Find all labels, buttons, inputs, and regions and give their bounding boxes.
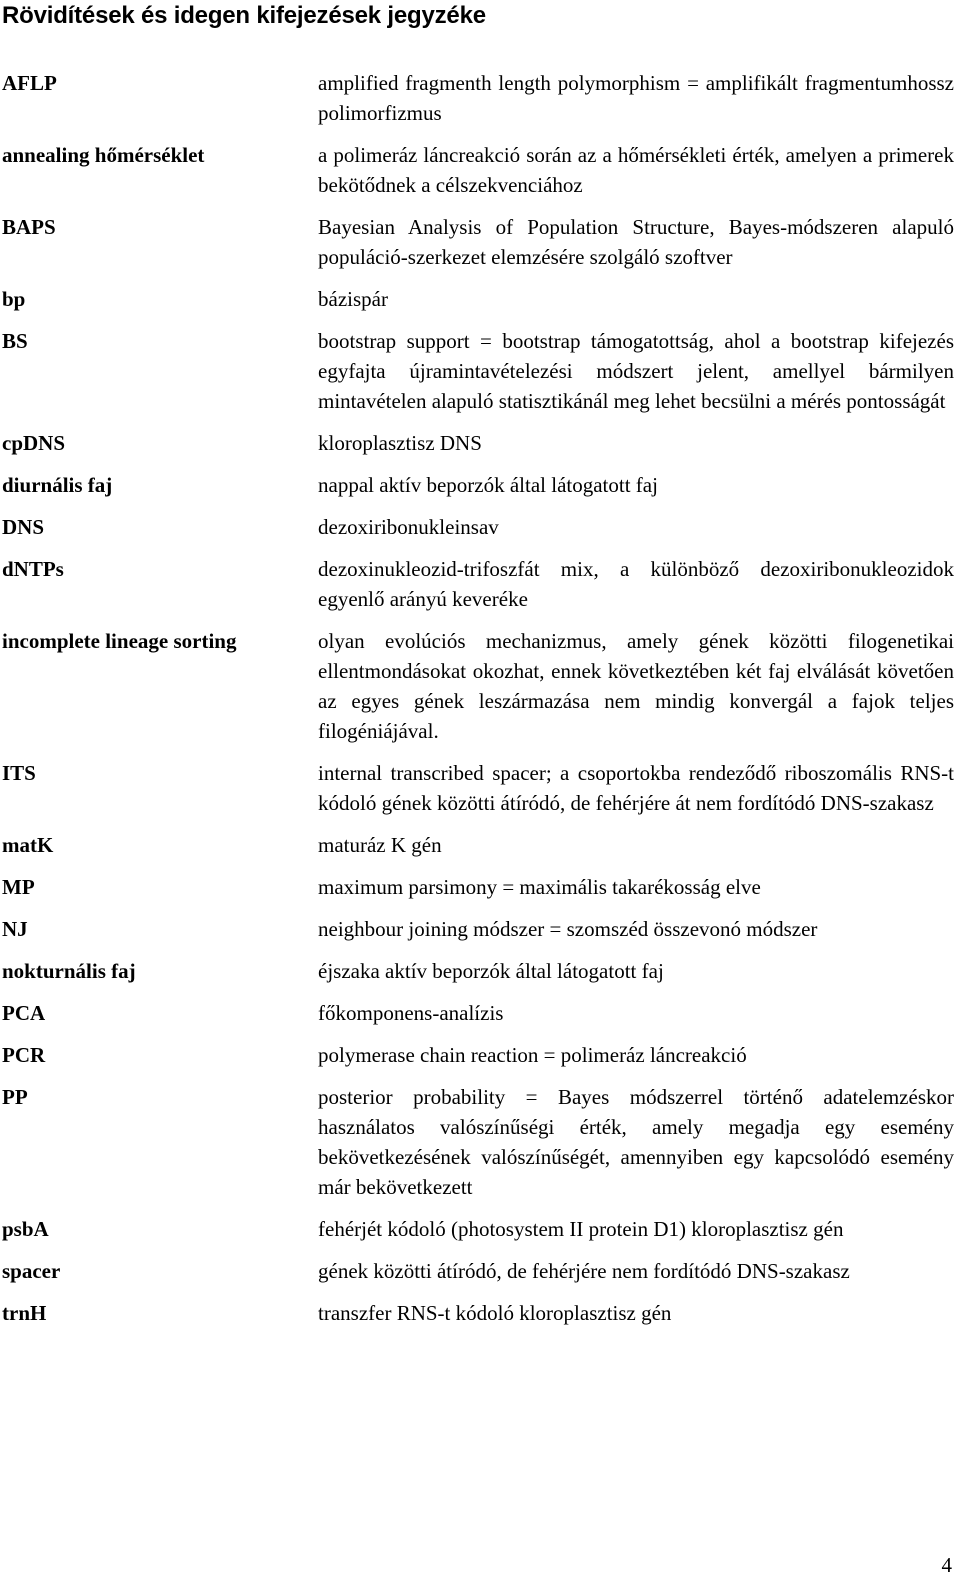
glossary-term: AFLP bbox=[2, 71, 57, 95]
glossary-term: MP bbox=[2, 875, 35, 899]
glossary-term: bp bbox=[2, 287, 26, 311]
glossary-term: ITS bbox=[2, 761, 36, 785]
glossary-term: PCR bbox=[2, 1043, 46, 1067]
glossary-entry bbox=[0, 1082, 960, 1202]
glossary-definition: gének közötti átíródó, de fehérjére nem fordítódó DNS-szakasz bbox=[318, 1259, 850, 1283]
glossary-entry bbox=[0, 326, 960, 416]
glossary-entry bbox=[0, 1214, 960, 1244]
glossary-entry bbox=[0, 554, 960, 614]
glossary-definition: dezoxinukleozid-trifoszfát mix, a különböző dezoxiribonukleozidok egyenlő arányú keveréke bbox=[318, 557, 954, 611]
glossary-definition: kloroplasztisz DNS bbox=[318, 431, 482, 455]
glossary-definition: maximum parsimony = maximális takarékosság elve bbox=[318, 875, 761, 899]
glossary-entry bbox=[0, 512, 960, 542]
glossary-term: psbA bbox=[2, 1217, 49, 1241]
glossary-term: diurnális faj bbox=[2, 473, 113, 497]
glossary-entry bbox=[0, 1298, 960, 1328]
glossary-entry bbox=[0, 956, 960, 986]
glossary-term: spacer bbox=[2, 1259, 61, 1283]
glossary-entry bbox=[0, 1040, 960, 1070]
page-number: 4 bbox=[941, 1553, 952, 1577]
glossary-entry bbox=[0, 758, 960, 818]
glossary-term: incomplete lineage sorting bbox=[2, 629, 237, 653]
glossary-definition: internal transcribed spacer; a csoportokba rendeződő riboszomális RNS-t kódoló gének közötti átíródó, de fehérjére át nem fordítódó DNS-szakasz bbox=[318, 761, 954, 815]
glossary-definition: posterior probability = Bayes módszerrel történő adatelemzéskor használatos valószínűségi érték, amely megadja egy esemény bekövetkezésének valószínűségét, amennyiben egy kapcsolódó esemény már bekövetkezett bbox=[318, 1085, 954, 1199]
glossary-term: annealing hőmérséklet bbox=[2, 143, 205, 167]
glossary-entry bbox=[0, 284, 960, 314]
glossary-definition: maturáz K gén bbox=[318, 833, 442, 857]
glossary-entry bbox=[0, 872, 960, 902]
glossary-entry bbox=[0, 914, 960, 944]
glossary-term: nokturnális faj bbox=[2, 959, 136, 983]
glossary-definition: dezoxiribonukleinsav bbox=[318, 515, 499, 539]
glossary-entry bbox=[0, 68, 960, 128]
glossary-term: NJ bbox=[2, 917, 28, 941]
glossary-definition: polymerase chain reaction = polimeráz láncreakció bbox=[318, 1043, 747, 1067]
glossary-definition: a polimeráz láncreakció során az a hőmérsékleti érték, amelyen a primerek bekötődnek a célszekvenciához bbox=[318, 143, 954, 197]
glossary-definition: amplified fragmenth length polymorphism = amplifikált fragmentumhossz polimorfizmus bbox=[318, 71, 954, 125]
page-title: Rövidítések és idegen kifejezések jegyzéke bbox=[2, 2, 486, 29]
glossary-term: PCA bbox=[2, 1001, 46, 1025]
glossary-definition: bootstrap support = bootstrap támogatottság, ahol a bootstrap kifejezés egyfajta újramintavételezési módszert jelent, amellyel bármilyen mintavételen alapuló statisztikánál meg lehet becsülni a mérés pontosságát bbox=[318, 329, 954, 413]
glossary-term: cpDNS bbox=[2, 431, 66, 455]
glossary-term: BS bbox=[2, 329, 28, 353]
glossary-entry bbox=[0, 212, 960, 272]
glossary-entry bbox=[0, 140, 960, 200]
glossary-term: PP bbox=[2, 1085, 28, 1109]
glossary-term: trnH bbox=[2, 1301, 47, 1325]
glossary-entry bbox=[0, 830, 960, 860]
glossary-definition: transzfer RNS-t kódoló kloroplasztisz gén bbox=[318, 1301, 672, 1325]
glossary-definition: bázispár bbox=[318, 287, 388, 311]
glossary-definition: Bayesian Analysis of Population Structure, Bayes-módszeren alapuló populáció-szerkezet elemzésére szolgáló szoftver bbox=[318, 215, 954, 269]
glossary-definition: nappal aktív beporzók által látogatott faj bbox=[318, 473, 658, 497]
glossary-definition: neighbour joining módszer = szomszéd összevonó módszer bbox=[318, 917, 818, 941]
glossary-entry bbox=[0, 998, 960, 1028]
glossary-definition: olyan evolúciós mechanizmus, amely gének közötti filogenetikai ellentmondásokat okozhat, ennek következtében két faj elválását követően az egyes gének leszármazása nem mindig konvergál a fajok teljes filogéniájával. bbox=[318, 629, 954, 743]
glossary-definition: fehérjét kódoló (photosystem II protein D1) kloroplasztisz gén bbox=[318, 1217, 844, 1241]
glossary-list bbox=[0, 68, 960, 1340]
glossary-term: BAPS bbox=[2, 215, 56, 239]
glossary-term: dNTPs bbox=[2, 557, 64, 581]
glossary-definition: éjszaka aktív beporzók által látogatott faj bbox=[318, 959, 664, 983]
glossary-definition: főkomponens-analízis bbox=[318, 1001, 504, 1025]
glossary-term: DNS bbox=[2, 515, 45, 539]
glossary-entry bbox=[0, 470, 960, 500]
glossary-entry bbox=[0, 626, 960, 746]
glossary-entry bbox=[0, 1256, 960, 1286]
glossary-term: matK bbox=[2, 833, 54, 857]
glossary-entry bbox=[0, 428, 960, 458]
